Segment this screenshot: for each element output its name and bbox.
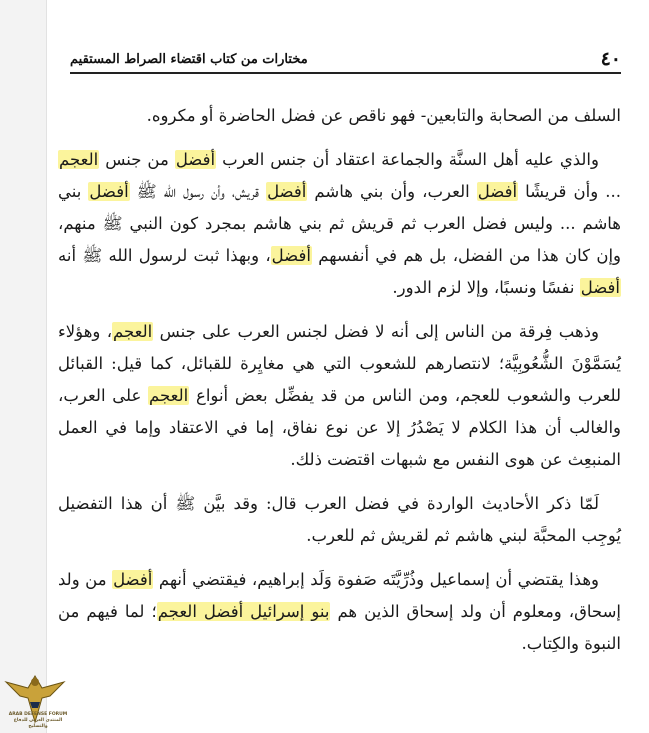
text-run: ، وبهذا ثبت لرسول الله ﷺ أنه <box>58 246 271 265</box>
text-run: من ولد إسحاق، ومعلوم أن ولد إسحاق الذين هم <box>58 570 621 621</box>
highlighted-word: العجم <box>149 386 189 405</box>
highlighted-word: أفضل <box>89 182 129 201</box>
text-run: السلف من الصحابة والتابعين- فهو ناقص عن فضل الحاضرة أو مكروه. <box>146 106 621 125</box>
text-run: لَمّا ذكر الأحاديث الواردة في فضل العرب قال: وقد بيَّن ﷺ أن هذا التفضيل يُوجِب المحبَّة لبني هاشم ثم لقريش ثم للعرب. <box>58 494 621 545</box>
text-run: قريش، وأن رسول الله ﷺ <box>129 182 267 201</box>
highlighted-word: بنو إسرائيل أفضل العجم <box>157 602 330 621</box>
paragraph <box>58 144 621 304</box>
text-run: ... وأن قريشًا <box>518 182 621 201</box>
page-number: ٤٠ <box>600 48 621 70</box>
highlighted-word: أفضل <box>267 182 307 201</box>
highlighted-word: أفضل <box>477 182 518 201</box>
paragraph <box>58 488 621 552</box>
page-header <box>70 46 621 74</box>
highlighted-word: أفضل <box>580 278 620 297</box>
paragraph <box>58 564 621 660</box>
running-title: مختارات من كتاب اقتضاء الصراط المستقيم <box>70 51 308 67</box>
page-body <box>58 100 621 672</box>
text-run: بني هاشم ... وليس فضل العرب ثم قريش ثم بني هاشم بمجرد كون النبي ﷺ منهم، وإن كان هذا من الفضل، بل هم في أنفسهم <box>58 182 622 265</box>
paragraph <box>58 316 621 476</box>
text-run: نفسًا ونسبًا، وإلا لزم الدور. <box>392 278 580 297</box>
text-run: على العرب، والغالب أن هذا الكلام لا يَصْدُرُ إلا عن نوع نفاق، إما في الاعتقاد وإما في العمل المنبعِث عن هوى النفس مع شبهات اقتضت ذلك. <box>58 386 621 469</box>
text-run: والذي عليه أهل السنَّة والجماعة اعتقاد أن جنس العرب <box>216 150 599 169</box>
text-run: من جنس <box>99 150 175 169</box>
paragraph <box>58 100 621 132</box>
highlighted-word: أفضل <box>175 150 216 169</box>
highlighted-word: العجم <box>113 322 153 341</box>
highlighted-word: أفضل <box>113 570 153 589</box>
watermark-line2: المنتدى العربي للدفاع والتسليح <box>13 718 63 729</box>
text-run: ، وهؤلاء يُسَمَّوْنَ الشُّعُوبِيَّة؛ لانتصارهم للشعوب التي هي مغايِرة للقبائل، كما قيل: القبائل للعرب والشعوب للعجم، ومن الناس من قد يفضِّل بعض أنواع <box>58 322 621 405</box>
highlighted-word: أفضل <box>271 246 311 265</box>
watermark-label <box>6 712 70 730</box>
text-run: العرب، وأن بني هاشم <box>307 182 477 201</box>
text-run: ؛ لما فيهم من النبوة والكِتاب. <box>58 602 621 653</box>
text-run: وهذا يقتضي أن إسماعيل وذُرِّيَّتَه صَفوة وَلَد إبراهيم، فيقتضي أنهم <box>153 570 599 589</box>
highlighted-word: العجم <box>59 150 99 169</box>
watermark-line1: ARAB DEFENSE FORUM <box>8 712 68 717</box>
page-gutter <box>0 0 47 733</box>
text-run: وذهب فِرقة من الناس إلى أنه لا فضل لجنس العرب على جنس <box>153 322 599 341</box>
